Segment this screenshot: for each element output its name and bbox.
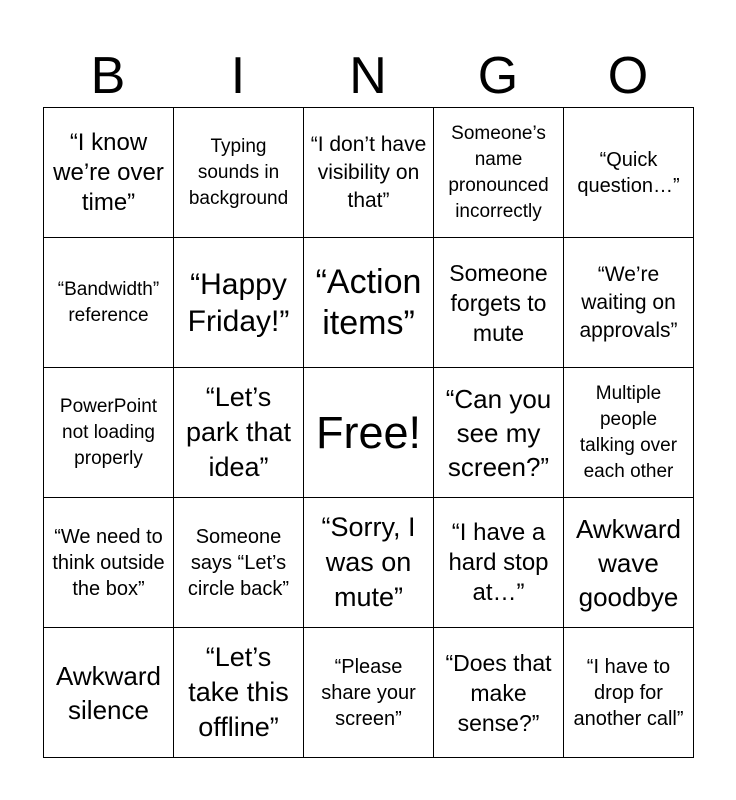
cell-text: Someone says “Let’s circle back” — [187, 525, 290, 600]
bingo-cell[interactable] — [44, 498, 174, 628]
header-letter-i: I — [230, 47, 246, 105]
header-letter-o: O — [607, 47, 649, 105]
free-cell-text: Free! — [315, 406, 422, 458]
bingo-cell[interactable] — [44, 108, 174, 238]
bingo-header — [43, 44, 693, 108]
cell-text: Someone’s name pronounced incorrectly — [448, 122, 549, 222]
cell-text: “Please share your screen” — [321, 655, 416, 730]
cell-text: “Does that make sense?” — [445, 649, 552, 736]
cell-text: “I know we’re over time” — [53, 128, 164, 216]
bingo-cell[interactable] — [44, 628, 174, 758]
header-letter-g: G — [477, 47, 519, 105]
bingo-cell[interactable] — [174, 108, 304, 238]
cell-text: “Action items” — [315, 262, 422, 342]
cell-text: “Quick question…” — [577, 148, 680, 197]
cell-text: PowerPoint not loading properly — [59, 395, 158, 469]
cell-text: Awkward silence — [55, 660, 161, 725]
bingo-cell[interactable] — [174, 628, 304, 758]
cell-text: “I have to drop for another call” — [573, 655, 684, 730]
cell-text: “Sorry, I was on mute” — [321, 512, 416, 612]
bingo-cell[interactable] — [174, 238, 304, 368]
bingo-board — [43, 107, 694, 758]
bingo-cell[interactable] — [304, 498, 434, 628]
bingo-cell[interactable] — [174, 498, 304, 628]
header-letter-n: N — [349, 47, 387, 105]
bingo-cell[interactable] — [304, 238, 434, 368]
bingo-cell[interactable] — [434, 498, 564, 628]
cell-text: “Can you see my screen?” — [445, 383, 552, 482]
bingo-cell[interactable] — [304, 628, 434, 758]
bingo-cell[interactable] — [564, 498, 694, 628]
bingo-cell[interactable] — [564, 238, 694, 368]
bingo-cell[interactable] — [44, 238, 174, 368]
bingo-cell[interactable] — [564, 368, 694, 498]
cell-text: “We’re waiting on approvals” — [579, 262, 678, 342]
bingo-cell[interactable] — [434, 108, 564, 238]
bingo-cell[interactable] — [44, 368, 174, 498]
cell-text: Awkward wave goodbye — [575, 513, 681, 612]
cell-text: “We need to think outside the box” — [52, 525, 165, 600]
bingo-cell[interactable] — [304, 108, 434, 238]
cell-text: Someone forgets to mute — [449, 259, 548, 346]
cell-text: “Let’s park that idea” — [185, 382, 292, 482]
cell-text: Multiple people talking over each other — [579, 382, 678, 482]
cell-text: “Bandwidth” reference — [57, 278, 160, 326]
cell-text: “I have a hard stop at…” — [448, 518, 549, 606]
free-cell[interactable] — [304, 368, 434, 498]
bingo-cell[interactable] — [564, 628, 694, 758]
bingo-cell[interactable] — [434, 238, 564, 368]
bingo-cell[interactable] — [434, 368, 564, 498]
bingo-cell[interactable] — [174, 368, 304, 498]
cell-text: “Let’s take this offline” — [188, 642, 289, 742]
cell-text: Typing sounds in background — [188, 135, 289, 209]
header-letter-b: B — [90, 47, 126, 105]
bingo-cell[interactable] — [434, 628, 564, 758]
cell-text: “Happy Friday!” — [187, 267, 290, 338]
cell-text: “I don’t have visibility on that” — [310, 132, 427, 212]
bingo-cell[interactable] — [564, 108, 694, 238]
